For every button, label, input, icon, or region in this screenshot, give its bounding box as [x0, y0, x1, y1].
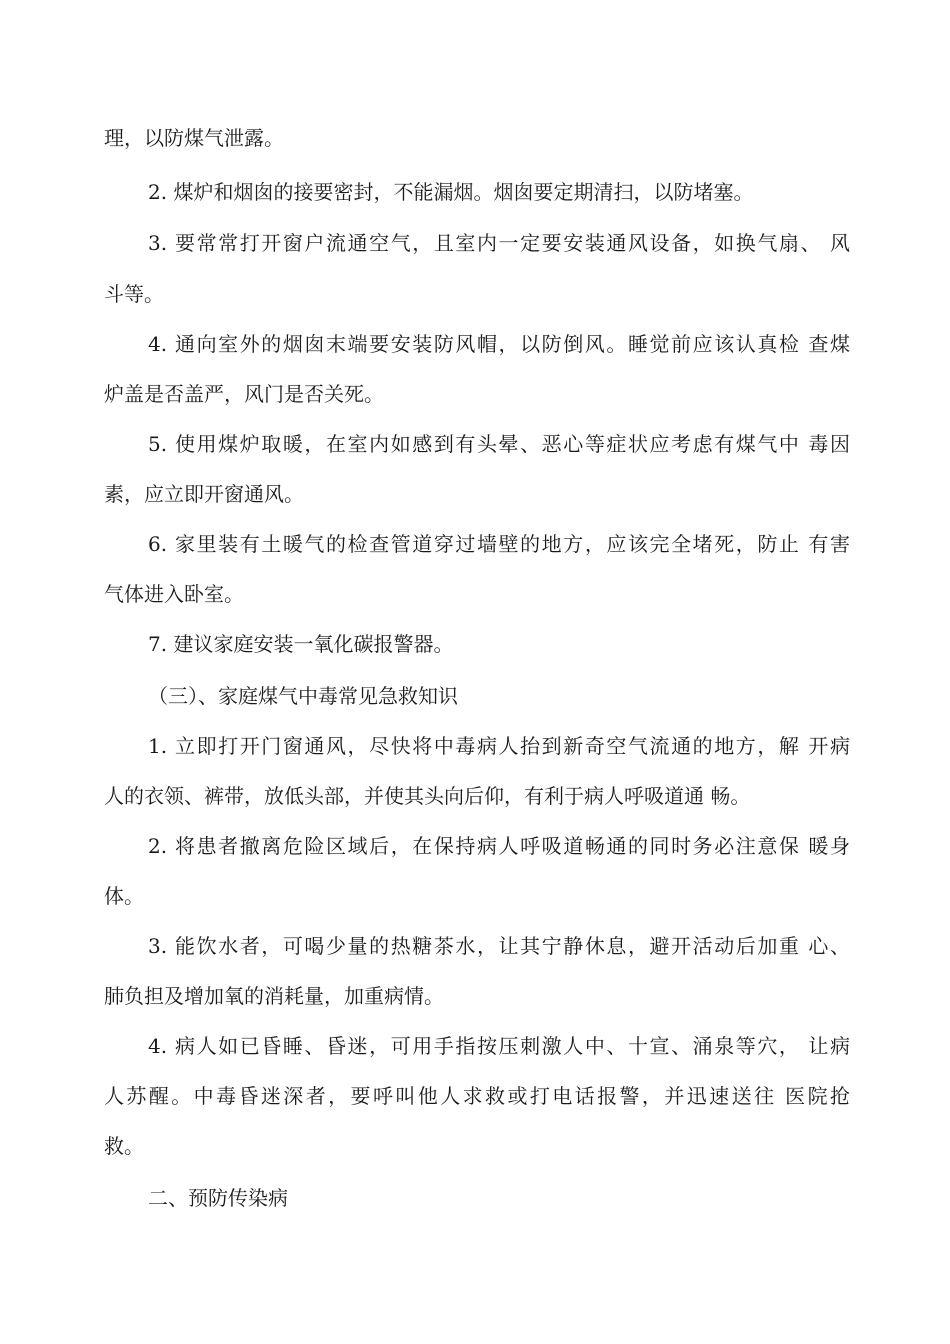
list-item-text: 1. 立即打开门窗通风，尽快将中毒病人抬到新奇空气流通的地方，解 开病 — [148, 734, 850, 758]
text-line: 救。 — [104, 1134, 144, 1158]
text-line: 理，以防煤气泄露。 — [104, 126, 284, 150]
list-item-text: 4. 病人如已昏睡、昏迷，可用手指按压刺激人中、十宣、涌泉等穴， 让病 — [148, 1034, 850, 1058]
list-item-text: 2. 煤炉和烟囱的接要密封，不能漏烟。烟囱要定期清扫，以防堵塞。 — [148, 180, 754, 204]
text-line: 炉盖是否盖严，风门是否关死。 — [104, 382, 384, 406]
list-item-text: 7. 建议家庭安装一氧化碳报警器。 — [148, 632, 454, 656]
text-line: 斗等。 — [104, 282, 164, 306]
text-line: 素，应立即开窗通风。 — [104, 482, 304, 506]
section-heading: 二、预防传染病 — [148, 1186, 288, 1210]
list-item-text: 3. 要常常打开窗户流通空气，且室内一定要安装通风设备，如换气扇、 风 — [148, 231, 850, 255]
list-item-text: 6. 家里装有土暖气的检查管道穿过墙壁的地方，应该完全堵死，防止 有害 — [148, 532, 850, 556]
list-item-text: 5. 使用煤炉取暖，在室内如感到有头晕、恶心等症状应考虑有煤气中 毒因 — [148, 432, 850, 456]
text-line: 肺负担及增加氧的消耗量，加重病情。 — [104, 984, 444, 1008]
section-heading: （三）、家庭煤气中毒常见急救知识 — [148, 684, 458, 708]
text-line: 人的衣领、裤带，放低头部，并使其头向后仰，有利于病人呼吸道通 畅。 — [104, 784, 751, 808]
list-item-text: 4. 通向室外的烟囱末端要安装防风帽，以防倒风。睡觉前应该认真检 查煤 — [148, 332, 850, 356]
text-line: 人苏醒。中毒昏迷深者，要呼叫他人求救或打电话报警，并迅速送往 医院抢 — [104, 1084, 850, 1108]
text-line: 气体进入卧室。 — [104, 582, 244, 606]
text-line: 体。 — [104, 884, 144, 908]
list-item-text: 3. 能饮水者，可喝少量的热糖茶水，让其宁静休息，避开活动后加重 心、 — [148, 934, 850, 958]
list-item-text: 2. 将患者撤离危险区域后，在保持病人呼吸道畅通的同时务必注意保 暖身 — [148, 834, 850, 858]
